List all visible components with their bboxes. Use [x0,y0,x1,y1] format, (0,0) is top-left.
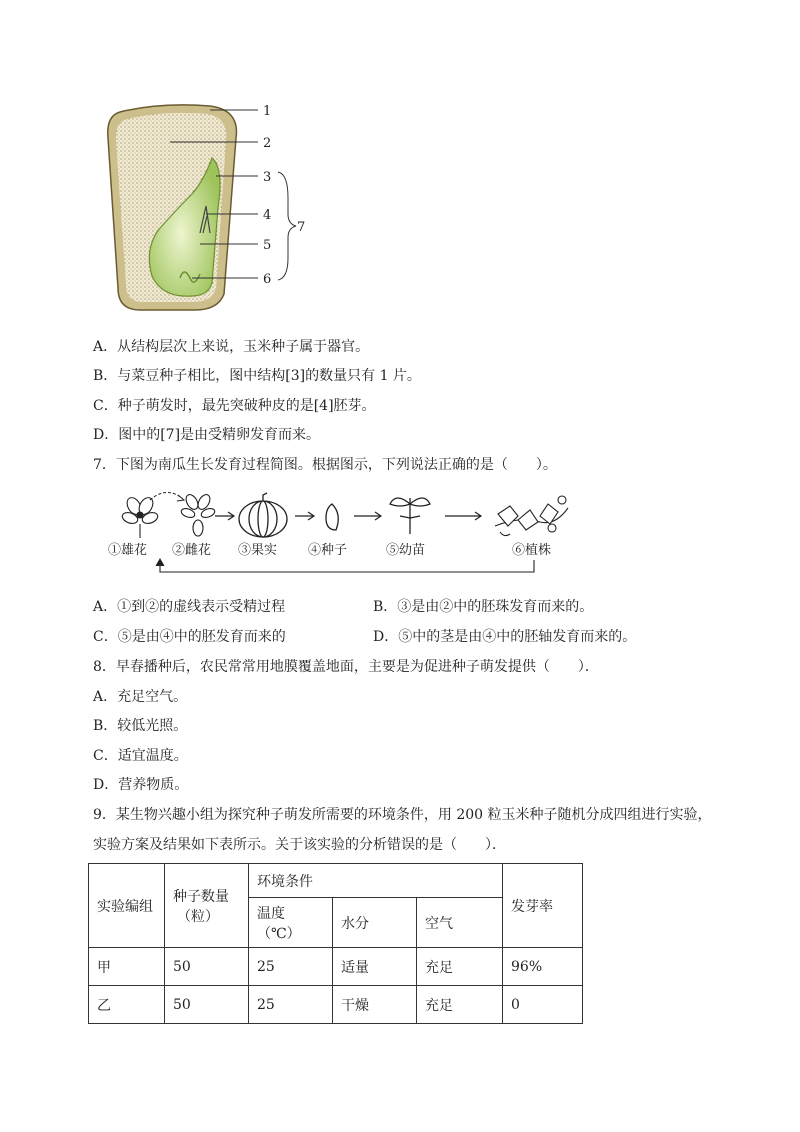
header-group: 实验编组 [89,864,165,948]
q8-option-b: B．较低光照。 [93,718,188,734]
stage-label-5: ⑤幼苗 [386,543,426,558]
seed-icon [326,504,338,530]
cell: 0 [503,986,583,1024]
header-temperature [249,898,333,948]
q7-option-b: B．③是由②中的胚珠发育而来的。 [373,599,594,615]
header-count-line2: （粒） [177,908,219,925]
header-air: 空气 [417,898,503,948]
header-temp-line1: 温度 [257,905,285,922]
cell: 96% [503,948,583,986]
stage-label-1: ①雄花 [108,543,148,558]
cell: 干燥 [333,986,417,1024]
cell: 25 [249,986,333,1024]
label-6: 6 [263,272,272,287]
header-count [165,864,249,948]
label-7: 7 [297,220,306,235]
q8-option-a: A．充足空气。 [93,689,188,705]
table-row [89,986,583,1024]
stage-label-6: ⑥植株 [512,543,552,558]
plant-icon [495,496,568,536]
cell: 充足 [417,986,503,1024]
label-2: 2 [263,136,272,151]
pumpkin-fruit-icon [239,493,287,537]
arrow-5-6 [445,512,481,520]
q6-option-a: A．从结构层次上来说，玉米种子属于器官。 [93,339,370,355]
header-water: 水分 [333,898,417,948]
q8-stem: 8．早春播种后，农民常常用地膜覆盖地面，主要是为促进种子萌发提供（ ）． [93,659,599,675]
cell: 50 [165,986,249,1024]
experiment-table [88,863,583,1024]
cycle-return-line [160,560,534,572]
q7-option-c: C．⑤是由④中的胚发育而来的 [93,629,286,645]
q7-option-a: A．①到②的虚线表示受精过程 [93,599,286,615]
cell: 甲 [89,948,165,986]
corn-seed-diagram [100,98,310,313]
header-count-line1: 种子数量 [173,888,229,905]
cell: 乙 [89,986,165,1024]
q8-option-c: C．适宜温度。 [93,748,188,764]
q7-option-d: D．⑤中的茎是由④中的胚轴发育而来的。 [373,629,637,645]
male-flower-icon [121,495,159,538]
label-1: 1 [263,104,272,119]
cycle-return-arrow-head [156,559,164,566]
stage-label-4: ④种子 [308,543,348,558]
cell: 充足 [417,948,503,986]
q6-option-d: D．图中的[7]是由受精卵发育而来。 [93,427,321,443]
header-rate: 发芽率 [503,864,583,948]
stage-label-2: ②雌花 [172,543,212,558]
arrow-4-5 [354,512,381,520]
arrow-3-4 [295,512,314,520]
female-flower-icon [180,493,216,536]
q9-stem-line1: 9．某生物兴趣小组为探究种子萌发所需要的环境条件，用 200 粒玉米种子随机分成四组进行实验， [93,807,712,823]
stage-label-3: ③果实 [238,543,278,558]
cell: 适量 [333,948,417,986]
table-header-row-1 [89,864,583,898]
table-row [89,948,583,986]
arrow-2-3 [215,512,234,520]
cell: 25 [249,948,333,986]
label-4: 4 [263,208,272,223]
q6-option-c: C．种子萌发时，最先突破种皮的是[4]胚芽。 [93,398,376,414]
q9-stem-line2: 实验方案及结果如下表所示。关于该实验的分析错误的是（ ）． [93,837,506,853]
q6-option-b: B．与菜豆种子相比，图中结构[3]的数量只有 1 片。 [93,368,421,384]
q8-option-d: D．营养物质。 [93,777,189,793]
cell: 50 [165,948,249,986]
label-5: 5 [263,238,272,253]
q7-stem: 7．下图为南瓜生长发育过程简图。根据图示，下列说法正确的是（ ）。 [93,457,557,473]
label-3: 3 [263,170,272,185]
pollination-arrow [150,492,182,500]
seedling-icon [390,498,430,534]
header-environment: 环境条件 [249,864,503,898]
header-temp-line2: （℃） [257,925,301,942]
pumpkin-lifecycle-diagram [100,486,575,581]
